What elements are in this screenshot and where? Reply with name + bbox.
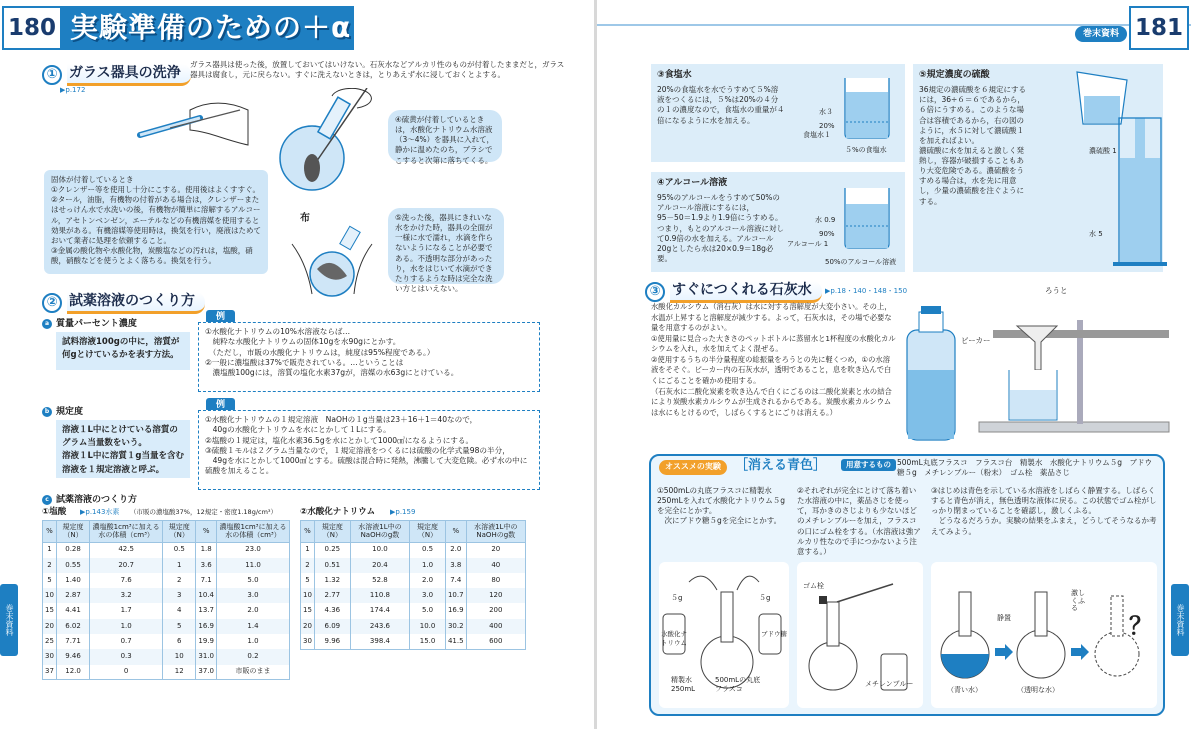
naoh-cell: 15.0 — [410, 634, 446, 649]
hcl-note: （市販の濃塩酸37%，12規定・密度1.18g/cm³） — [130, 508, 278, 516]
section-2-title: 試薬溶液のつくり方 — [67, 292, 205, 314]
hcl-table — [42, 520, 290, 680]
fig3-shake: 激しくふる — [1071, 589, 1085, 613]
naoh-cell: 3.8 — [445, 558, 466, 573]
hcl-cell: 10 — [163, 649, 196, 664]
test-tube-brush-illustration — [130, 90, 250, 150]
hcl-cell: 2.0 — [216, 603, 289, 618]
naoh-row — [301, 619, 526, 634]
naoh-cell: 398.4 — [350, 634, 409, 649]
hcl-row — [43, 573, 290, 588]
hcl-cell: 0.5 — [163, 542, 196, 557]
naoh-title: ②水酸化ナトリウム — [300, 507, 376, 517]
mass-percent-example: ①水酸化ナトリウムの10%水溶液ならば… 純粋な水酸化ナトリウムの固体10gを水90gにとかす。 （ただし，市販の水酸化ナトリウムは，純度は95%程度である。） ②一般に濃塩酸は37%で販売されている。…ということは 濃塩酸100gには，溶質の塩化水素37gが，溶媒の水63gにとけている。 — [198, 322, 540, 392]
naoh-cell: 20 — [301, 619, 315, 634]
header-label: 巻末資料 — [1075, 26, 1127, 42]
hcl-row — [43, 588, 290, 603]
alcohol-beaker — [837, 182, 897, 252]
naoh-cell: 2 — [301, 558, 315, 573]
limewater-illustration — [897, 290, 1187, 450]
hcl-row — [43, 558, 290, 573]
sulfur-tip-box: ④硫黄が付着しているときは，水酸化ナトリウム水溶液（3～4%）を器具に入れて，静かに温めたのち，ブラシでこすると次第に落ちてくる。 — [388, 110, 502, 162]
naoh-cell: 10.0 — [350, 542, 409, 557]
page-number: 180 — [2, 6, 62, 50]
fig3-question: ？ — [1129, 612, 1153, 640]
naoh-cell: 10.0 — [410, 619, 446, 634]
naoh-cell: 6.09 — [314, 619, 350, 634]
naoh-cell: 52.8 — [350, 573, 409, 588]
hcl-cell: 42.5 — [90, 542, 163, 557]
naoh-header-4: % — [445, 521, 466, 543]
reagent-prep-heading: c 試薬溶液のつくり方 — [42, 494, 137, 506]
hcl-cell: 25 — [43, 634, 57, 649]
naoh-cell: 2.77 — [314, 588, 350, 603]
hcl-header-3: 規定度（N） — [163, 521, 196, 543]
fig3-clear: （透明な水） — [1017, 686, 1059, 694]
naoh-cell: 20.4 — [350, 558, 409, 573]
recommended-badge: オススメの実験 — [659, 460, 727, 475]
fig1-g1: ５g — [671, 594, 683, 602]
hcl-cell: 5 — [43, 573, 57, 588]
salt-label-water: 水３ — [819, 108, 833, 116]
hcl-cell: 1.7 — [90, 603, 163, 618]
hcl-cell: 市販のまま — [216, 665, 289, 680]
fig1-water: 精製水 250mL — [671, 676, 696, 694]
hcl-cell: 7.71 — [56, 634, 89, 649]
mass-percent-heading: a 質量パーセント濃度 — [42, 318, 137, 330]
hcl-cell: 11.0 — [216, 558, 289, 573]
naoh-header-3: 規定度（N） — [410, 521, 446, 543]
funnel-label: ろうと — [1045, 286, 1068, 295]
hcl-cell: 37.0 — [196, 665, 217, 680]
solid-residue-tips-box: 固体が付着しているとき ①クレンザー等を使用し十分にこする。使用後はよくすすぐ。 ②タール，油脂，有機物の付着がある場合は，クレンザーまたはせっけん水で水洗いの後，有機物が簡単に溶解するアルコール，アセトンベンゼン，エーテルなどの有機溶媒を使用すると効果がある。有機溶媒等使用時は，換気を行い，廃液はためておいて業者に処理を依頼すること。 ③金属の酸化物や水酸化物，炭酸塩などの汚れは，塩酸，硝酸，硝酸などを使うとよく落ちる。換気を行う。 — [44, 170, 268, 274]
normality-example: ①水酸化ナトリウムの１規定溶液 NaOHの１g当量は23＋16＋1＝40なので， 40gの水酸化ナトリウムを水にとかして１Lにする。 ②塩酸の１規定は，塩化水素36.5gを水にとかして1000㎤になるようにする。 ③硫酸１モルは２グラム当量なので，１規定溶液をつくるには硫酸の化学式量98の半分， 49gを水にとかして1000㎤とする。硫酸は混合時に発熱，沸騰して大変危険。必ず水の中に硫酸を加えること。 — [198, 410, 540, 490]
hcl-title: ①塩酸 — [42, 507, 67, 517]
hcl-cell: 3.6 — [196, 558, 217, 573]
hcl-row — [43, 542, 290, 557]
naoh-row — [301, 634, 526, 649]
salt-water-beaker — [837, 72, 897, 142]
example-tag-b: 例 — [206, 398, 235, 412]
section-2-number: ② — [42, 293, 62, 313]
hcl-cell: 4.41 — [56, 603, 89, 618]
naoh-cell: 10.7 — [445, 588, 466, 603]
hcl-cell: 12 — [163, 665, 196, 680]
naoh-cell: 4.36 — [314, 603, 350, 618]
section-1-intro: ガラス器具は使った後，放置しておいてはいけない。石灰水などアルカリ性のものが付着したままだと，ガラス器具は腐食し，元に戻らない。すぐに洗えないときは，とりあえず水に浸しておくとよする。 — [190, 60, 565, 80]
hcl-cell: 1 — [43, 542, 57, 557]
naoh-row — [301, 588, 526, 603]
hcl-cell: 37 — [43, 665, 57, 680]
normality-label: 規定度 — [56, 407, 84, 417]
naoh-cell: 0.5 — [410, 542, 446, 557]
naoh-cell: 2.0 — [445, 542, 466, 557]
experiment-title: ［消える青色］ — [735, 458, 827, 473]
hcl-ref[interactable]: ▶p.143水素 — [80, 508, 120, 516]
naoh-cell: 30 — [301, 634, 315, 649]
salt-water-text: 20%の食塩水を水でうすめて５%溶液をつくるには，５%は20%の４分の１の濃度なので，食塩水の重量が４倍になるように水を加える。 — [657, 85, 785, 125]
section-3-ref[interactable]: ▶p.18・140・148・150 — [825, 287, 908, 295]
hcl-cell: 3.0 — [216, 588, 289, 603]
naoh-header-5: 水溶液1L中のNaOHのg数 — [466, 521, 525, 543]
salt-label-pct: 20% — [819, 122, 835, 130]
naoh-cell: 5.0 — [410, 603, 446, 618]
experiment-step-2: ②それぞれが完全にとけて落ち着いた水溶液の中に，薬品さじを使って，耳かきのさじよりも少ないほどのメチレンブルーを加え，フラスコの口にゴム栓をする。（水溶液は強アルカリ性なので手につかないよう注意する。） — [797, 486, 921, 556]
hcl-cell: 6.02 — [56, 619, 89, 634]
section-1-number: ① — [42, 65, 62, 85]
naoh-cell: 15 — [301, 603, 315, 618]
hcl-cell: 1.0 — [216, 634, 289, 649]
fig3-blue: （青い水） — [947, 686, 982, 694]
reagent-prep-label: 試薬溶液のつくり方 — [56, 495, 138, 505]
hcl-cell: 2 — [43, 558, 57, 573]
naoh-cell: 174.4 — [350, 603, 409, 618]
hcl-cell: 30 — [43, 649, 57, 664]
cloth-label: 布 — [300, 213, 310, 224]
naoh-cell: 9.96 — [314, 634, 350, 649]
hcl-row — [43, 665, 290, 680]
naoh-cell: 1 — [301, 542, 315, 557]
right-page — [597, 0, 1191, 729]
side-tab-right[interactable]: 巻末資料 — [1171, 584, 1189, 656]
hcl-cell: 1 — [163, 558, 196, 573]
section-1-title: ガラス器具の洗浄 — [67, 64, 191, 86]
alcohol-label-solution: アルコール 1 — [787, 240, 829, 248]
naoh-cell: 41.5 — [445, 634, 466, 649]
hcl-header-5: 濃塩酸1cm³に加える水の体積（cm³） — [216, 521, 289, 543]
naoh-cell: 10 — [301, 588, 315, 603]
hcl-cell: 0 — [90, 665, 163, 680]
naoh-cell: 3.0 — [410, 588, 446, 603]
hcl-row — [43, 619, 290, 634]
hcl-cell: 4 — [163, 603, 196, 618]
naoh-header-2: 水溶液1L中のNaOHのg数 — [350, 521, 409, 543]
materials-list: 500mL丸底フラスコ フラスコ台 精製水 水酸化ナトリウム５g ブドウ糖５g メチレンブルー（粉末） ゴム栓 薬品さじ — [897, 458, 1153, 478]
hcl-cell: 9.46 — [56, 649, 89, 664]
naoh-cell: 30.2 — [445, 619, 466, 634]
sulfuric-title: ⑤規定濃度の硫酸 — [919, 70, 990, 80]
hcl-cell: 23.0 — [216, 542, 289, 557]
naoh-cell: 16.9 — [445, 603, 466, 618]
hcl-cell: 2.87 — [56, 588, 89, 603]
hcl-cell: 5.0 — [216, 573, 289, 588]
hcl-cell: 20 — [43, 619, 57, 634]
hcl-cell: 16.9 — [196, 619, 217, 634]
naoh-cell: 0.51 — [314, 558, 350, 573]
sulfuric-text: 36規定の濃硫酸を６規定にするには，36÷６＝６であるから，６倍にうすめる。このような場合は容積であるから，右の図のように，水５に対して濃硫酸１を加えればよい。 濃硫酸に水を加えると激しく発熱し，容器が破損することもあり大変危険である。濃硫酸をうすめる場合は，水を先に用意し，少量の濃硫酸を注ぐようにする。 — [919, 85, 1027, 206]
fig2-methylene-blue: メチレンブルー — [865, 680, 914, 688]
fig2-stopper: ゴム栓 — [803, 582, 824, 590]
rinse-check-box: ⑤洗った後，器具にきれいな水をかけた時，器具の全面が一様に水で濡れ，水滴を作らないようになることが必要である。不透明な部分があったり，水をはじいて水滴ができたりするような時は完全な洗い方とはいえない。 — [388, 208, 504, 284]
materials-label: 用意するもの — [841, 459, 896, 471]
alcohol-text: 95%のアルコールをうすめて50%のアルコール溶液にするには， 95－50＝1.9より1.9倍にうすめる。 つまり，もとのアルコール溶液に対して0.9倍の水を加える。アルコール20gとしたら水は20×0.9＝18g必要。 — [657, 193, 785, 263]
experiment-step-3: ③はじめは青色を示している水溶液をしばらく静置する。しばらくすると青色が消え，無色透明な液体に戻る。この状態でゴム栓がしっかり閉まっていることを確認し，激しくふる。 どうなるだろうか。実験の結果をふまえ，どうしてそうなるか考えてみよう。 — [931, 486, 1157, 536]
hcl-cell: 0.2 — [216, 649, 289, 664]
salt-caption: ５%の食塩水 — [845, 146, 887, 154]
normality-definition: 溶液１L中にとけている溶質のグラム当量数をいう。 溶液１L中に溶質１g当量を含む溶液を１規定溶液と呼ぶ。 — [56, 420, 190, 478]
naoh-cell: 600 — [466, 634, 525, 649]
salt-water-title: ③食塩水 — [657, 70, 692, 80]
hcl-header-0: % — [43, 521, 57, 543]
hcl-header-1: 規定度（N） — [56, 521, 89, 543]
naoh-cell: 243.6 — [350, 619, 409, 634]
alcohol-title: ④アルコール溶液 — [657, 178, 728, 188]
page-title: 実験準備のための＋α — [70, 11, 352, 44]
hcl-cell: 0.28 — [56, 542, 89, 557]
hcl-cell: 19.9 — [196, 634, 217, 649]
fig1-glucose: ブドウ糖 — [761, 630, 787, 638]
naoh-cell: 200 — [466, 603, 525, 618]
naoh-cell: 5 — [301, 573, 315, 588]
hcl-cell: 0.3 — [90, 649, 163, 664]
hcl-cell: 1.40 — [56, 573, 89, 588]
hcl-cell: 15 — [43, 603, 57, 618]
hcl-cell: 13.7 — [196, 603, 217, 618]
hcl-cell: 10.4 — [196, 588, 217, 603]
hcl-cell: 6 — [163, 634, 196, 649]
experiment-step-1: ①500mLの丸底フラスコに精製水250mLを入れて水酸化ナトリウム５gを完全にとかす。 次にブドウ糖５gを完全にとかす。 — [657, 486, 785, 526]
section-1-ref[interactable]: ▶p.172 — [60, 86, 86, 94]
section-3-heading — [645, 281, 822, 303]
naoh-header-0: % — [301, 521, 315, 543]
mass-percent-definition: 試料溶液100gの中に，溶質が何gとけているかを表す方法。 — [56, 332, 190, 370]
normality-heading: b 規定度 — [42, 406, 83, 418]
mass-percent-label: 質量パーセント濃度 — [56, 319, 137, 329]
hcl-cell: 1.8 — [196, 542, 217, 557]
hcl-cell: 1.4 — [216, 619, 289, 634]
beaker-label: ビーカー — [961, 336, 991, 345]
fig1-naoh: 水酸化ナトリウム — [661, 630, 687, 647]
hcl-cell: 0.7 — [90, 634, 163, 649]
alcohol-label-water: 水 0.9 — [815, 216, 836, 224]
fig1-flask: 500mLの丸底フラスコ — [715, 676, 761, 694]
hcl-row — [43, 649, 290, 664]
naoh-cell: 120 — [466, 588, 525, 603]
fig3-still: 静置 — [997, 614, 1011, 622]
section-2-heading — [42, 292, 205, 314]
naoh-cell: 40 — [466, 558, 525, 573]
hcl-cell: 7.6 — [90, 573, 163, 588]
naoh-row — [301, 542, 526, 557]
flask-brush-illustration — [272, 88, 382, 198]
naoh-cell: 1.0 — [410, 558, 446, 573]
naoh-cell: 400 — [466, 619, 525, 634]
naoh-cell: 20 — [466, 542, 525, 557]
naoh-cell: 80 — [466, 573, 525, 588]
hcl-header-2: 濃塩酸1cm³に加える水の体積（cm³） — [90, 521, 163, 543]
sulfuric-label-acid: 濃硫酸 1 — [1089, 147, 1117, 155]
hcl-cell: 3.2 — [90, 588, 163, 603]
salt-label-solution: 食塩水１ — [803, 131, 831, 139]
naoh-cell: 110.8 — [350, 588, 409, 603]
hcl-cell: 3 — [163, 588, 196, 603]
sulfuric-label-water: 水 5 — [1089, 230, 1103, 238]
hcl-cell: 10 — [43, 588, 57, 603]
naoh-header-1: 規定度（N） — [314, 521, 350, 543]
hcl-cell: 31.0 — [196, 649, 217, 664]
side-tab-left[interactable]: 巻末資料 — [0, 584, 18, 656]
rinse-flask-illustration — [282, 224, 382, 304]
example-tag-a: 例 — [206, 310, 235, 324]
naoh-cell: 0.25 — [314, 542, 350, 557]
fig1-g2: ５g — [759, 594, 771, 602]
page-number-right: 181 — [1129, 6, 1189, 50]
section-3-text: 水酸化カルシウム（消石灰）は水に対する溶解度が大変小さい。その上，水温が上昇すると溶解度が減少する。よって，石灰水は，その場で必要な量を用意するのがよい。 ①使用量に見合った大きさのペットボトルに蒸留水と1杯程度の水酸化カルシウムを入れ，水を加えてよく混ぜる。 ②使用するうちの半分量程度の総振量をろうとの先に軽くつめ，①の水溶液をそそぐ。ビーカー内の石灰水が，透明であること，息を吹き込んで白くにごることを確かめ使用する。 （石灰水に二酸化炭素を吹き込んで白くにごるのは二酸化炭素と水の結合により炭酸水素カルシウムが生成されるからである。炭酸水素カルシウムは水にもとけるので，しばらくするとにごりは消える。） — [651, 302, 896, 417]
hcl-cell: 1.0 — [90, 619, 163, 634]
hcl-cell: 0.55 — [56, 558, 89, 573]
naoh-cell: 2.0 — [410, 573, 446, 588]
naoh-ref[interactable]: ▶p.159 — [390, 508, 416, 516]
alcohol-label-pct: 90% — [819, 230, 835, 238]
hcl-cell: 20.7 — [90, 558, 163, 573]
hcl-cell: 5 — [163, 619, 196, 634]
left-page — [0, 0, 594, 729]
hcl-cell: 2 — [163, 573, 196, 588]
section-1-heading — [42, 64, 191, 86]
section-3-title: すぐにつくれる石灰水 — [670, 281, 822, 303]
hcl-row — [43, 634, 290, 649]
naoh-row — [301, 573, 526, 588]
alcohol-caption: 50%のアルコール溶液 — [825, 258, 897, 266]
naoh-cell: 1.32 — [314, 573, 350, 588]
hcl-header-4: % — [196, 521, 217, 543]
naoh-row — [301, 558, 526, 573]
hcl-row — [43, 603, 290, 618]
naoh-row — [301, 603, 526, 618]
hcl-cell: 7.1 — [196, 573, 217, 588]
naoh-cell: 7.4 — [445, 573, 466, 588]
section-3-number: ③ — [645, 282, 665, 302]
hcl-cell: 12.0 — [56, 665, 89, 680]
naoh-table — [300, 520, 526, 650]
